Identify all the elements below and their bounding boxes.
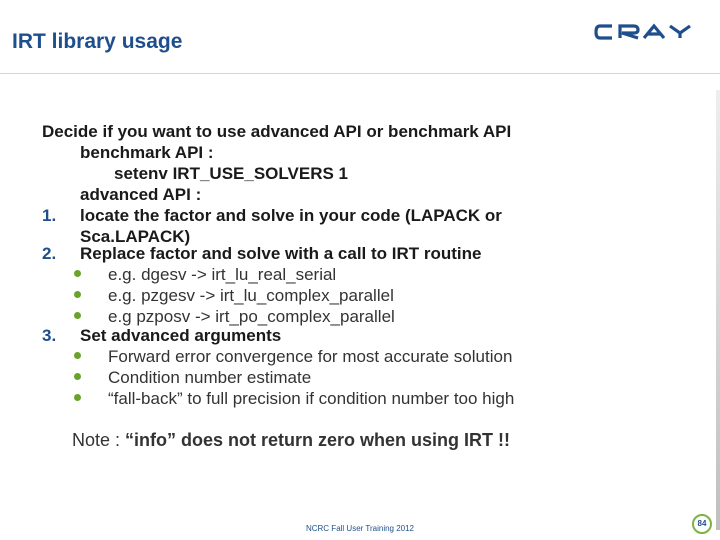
- bullet-item: e.g pzposv -> irt_po_complex_parallel: [108, 307, 395, 326]
- bullet-item: Forward error convergence for most accurate solution: [108, 347, 513, 366]
- step-text-continued: Sca.LAPACK): [80, 227, 191, 246]
- intro-text: Decide if you want to use advanced API or benchmark API: [42, 122, 512, 141]
- note-text: [72, 429, 510, 451]
- bullet-dot-icon: [74, 291, 81, 298]
- step-number: 1.: [42, 206, 57, 225]
- bullet-item: “fall-back” to full precision if condition number too high: [108, 389, 515, 408]
- note-emphasis: “info” does not return zero when using IRT !!: [125, 430, 511, 450]
- slide-title: IRT library usage: [12, 30, 183, 53]
- step-text: Set advanced arguments: [80, 326, 282, 345]
- bullet-dot-icon: [74, 373, 81, 380]
- step-number: 3.: [42, 326, 57, 345]
- step-text: Replace factor and solve with a call to IRT routine: [80, 244, 482, 263]
- bullet-item: e.g. dgesv -> irt_lu_real_serial: [108, 265, 337, 284]
- benchmark-label: benchmark API :: [80, 143, 214, 162]
- step-number: 2.: [42, 244, 57, 263]
- step-text: locate the factor and solve in your code (LAPACK or: [80, 206, 502, 225]
- bullet-item: Condition number estimate: [108, 368, 312, 387]
- benchmark-command: setenv IRT_USE_SOLVERS 1: [114, 164, 348, 183]
- bullet-item: e.g. pzgesv -> irt_lu_complex_parallel: [108, 286, 394, 305]
- bullet-dot-icon: [74, 312, 81, 319]
- slide-footer: NCRC Fall User Training 2012: [305, 524, 415, 533]
- bullet-dot-icon: [74, 352, 81, 359]
- advanced-label: advanced API :: [80, 185, 202, 204]
- page-number-badge: 84: [692, 514, 712, 534]
- note-content: Note : “info” does not return zero when using IRT !!: [72, 430, 511, 450]
- bullet-dot-icon: [74, 394, 81, 401]
- bullet-dot-icon: [74, 270, 81, 277]
